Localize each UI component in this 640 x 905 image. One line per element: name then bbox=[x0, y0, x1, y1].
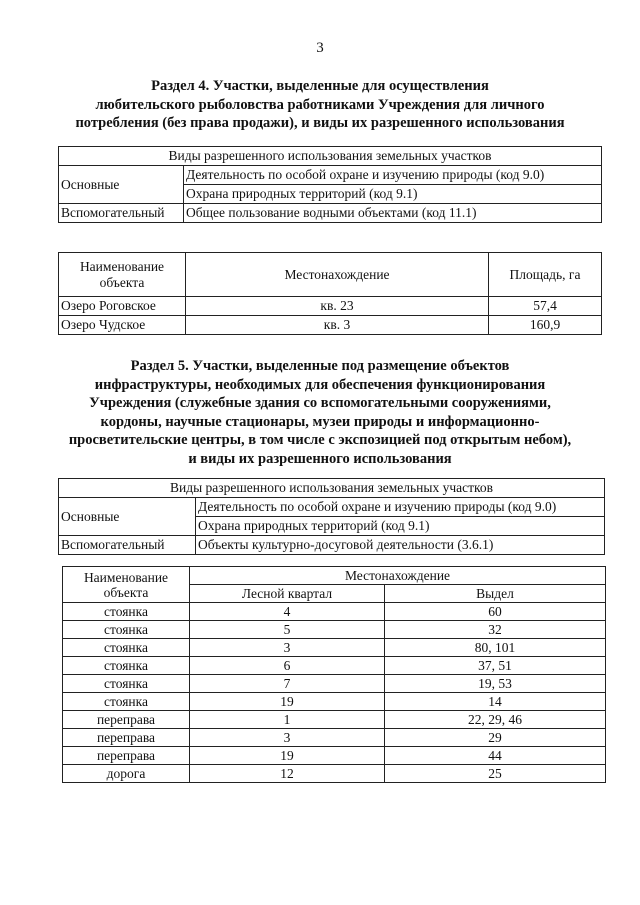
forest-quarter: 12 bbox=[190, 765, 385, 783]
forest-quarter: 3 bbox=[190, 729, 385, 747]
table-row bbox=[63, 675, 606, 693]
object-location: кв. 3 bbox=[186, 316, 489, 335]
forest-quarter: 19 bbox=[190, 693, 385, 711]
object-name: переправа bbox=[63, 747, 190, 765]
forest-quarter: 1 bbox=[190, 711, 385, 729]
section4-heading bbox=[40, 77, 600, 133]
table-row bbox=[63, 765, 606, 783]
object-location: кв. 23 bbox=[186, 297, 489, 316]
forest-section: 25 bbox=[385, 765, 606, 783]
section4-heading-line: потребления (без права продажи), и виды их разрешенного использования bbox=[75, 115, 565, 131]
forest-section: 80, 101 bbox=[385, 639, 606, 657]
table-row bbox=[63, 621, 606, 639]
section4-uses-table bbox=[58, 146, 602, 223]
object-name: переправа bbox=[63, 729, 190, 747]
uses-table-title: Виды разрешенного использования земельных участков bbox=[59, 147, 602, 166]
main-uses-label: Основные bbox=[59, 498, 196, 536]
section5-heading-line: инфраструктуры, необходимых для обеспечения функционирования bbox=[94, 376, 546, 393]
section5-heading-line: Раздел 5. Участки, выделенные под размещение объектов bbox=[130, 358, 510, 374]
forest-quarter: 19 bbox=[190, 747, 385, 765]
main-use-item: Деятельность по особой охране и изучению природы (код 9.0) bbox=[196, 498, 605, 517]
section5-heading bbox=[40, 357, 600, 468]
aux-use-item: Объекты культурно-досуговой деятельности (3.6.1) bbox=[196, 536, 605, 555]
table-row bbox=[63, 747, 606, 765]
section5-heading-line: просветительские центры, в том числе с экспозицией под открытым небом), bbox=[68, 432, 572, 448]
table-row bbox=[59, 297, 602, 316]
object-name: Озеро Роговское bbox=[59, 297, 186, 316]
header-object-name: Наименование объекта bbox=[63, 567, 190, 603]
table-row bbox=[63, 711, 606, 729]
forest-section: 60 bbox=[385, 603, 606, 621]
object-name: Озеро Чудское bbox=[59, 316, 186, 335]
main-use-item: Охрана природных территорий (код 9.1) bbox=[196, 517, 605, 536]
forest-section: 29 bbox=[385, 729, 606, 747]
object-area: 160,9 bbox=[489, 316, 602, 335]
main-uses-label: Основные bbox=[59, 166, 184, 204]
table-row bbox=[63, 729, 606, 747]
page-number: 3 bbox=[316, 40, 324, 56]
object-name: стоянка bbox=[63, 603, 190, 621]
aux-uses-label: Вспомогательный bbox=[59, 536, 196, 555]
section4-heading-line: Раздел 4. Участки, выделенные для осуществления bbox=[151, 78, 489, 94]
object-name: дорога bbox=[63, 765, 190, 783]
section5-heading-line: Учреждения (служебные здания со вспомогательными сооружениями, bbox=[89, 395, 551, 411]
object-name: стоянка bbox=[63, 693, 190, 711]
object-name: стоянка bbox=[63, 657, 190, 675]
section4-objects-table bbox=[58, 252, 602, 335]
forest-quarter: 6 bbox=[190, 657, 385, 675]
forest-quarter: 7 bbox=[190, 675, 385, 693]
section4-heading-line: любительского рыболовства работниками Учреждения для личного bbox=[95, 96, 545, 113]
section5-objects-table bbox=[62, 566, 606, 783]
table-row bbox=[63, 603, 606, 621]
forest-section: 22, 29, 46 bbox=[385, 711, 606, 729]
forest-quarter: 5 bbox=[190, 621, 385, 639]
forest-section: 32 bbox=[385, 621, 606, 639]
aux-use-item: Общее пользование водными объектами (код 11.1) bbox=[184, 204, 602, 223]
object-name: стоянка bbox=[63, 621, 190, 639]
object-name: переправа bbox=[63, 711, 190, 729]
header-location: Местонахождение bbox=[190, 567, 606, 585]
main-use-item: Деятельность по особой охране и изучению природы (код 9.0) bbox=[184, 166, 602, 185]
table-row bbox=[63, 657, 606, 675]
section5-uses-table bbox=[58, 478, 605, 555]
forest-section: 19, 53 bbox=[385, 675, 606, 693]
object-name: стоянка bbox=[63, 639, 190, 657]
header-area: Площадь, га bbox=[489, 253, 602, 297]
uses-table-title: Виды разрешенного использования земельных участков bbox=[59, 479, 605, 498]
table-row bbox=[63, 693, 606, 711]
section5-heading-line: кордоны, научные стационары, музеи природы и информационно- bbox=[100, 413, 540, 430]
table-row bbox=[63, 639, 606, 657]
aux-uses-label: Вспомогательный bbox=[59, 204, 184, 223]
forest-section: 14 bbox=[385, 693, 606, 711]
header-forest-quarter: Лесной квартал bbox=[190, 585, 385, 603]
forest-quarter: 3 bbox=[190, 639, 385, 657]
table-row bbox=[59, 316, 602, 335]
main-use-item: Охрана природных территорий (код 9.1) bbox=[184, 185, 602, 204]
forest-quarter: 4 bbox=[190, 603, 385, 621]
section5-heading-line: и виды их разрешенного использования bbox=[188, 450, 452, 467]
object-name: стоянка bbox=[63, 675, 190, 693]
header-location: Местонахождение bbox=[186, 253, 489, 297]
header-section: Выдел bbox=[385, 585, 606, 603]
forest-section: 37, 51 bbox=[385, 657, 606, 675]
forest-section: 44 bbox=[385, 747, 606, 765]
object-area: 57,4 bbox=[489, 297, 602, 316]
header-object-name: Наименование объекта bbox=[59, 253, 186, 297]
